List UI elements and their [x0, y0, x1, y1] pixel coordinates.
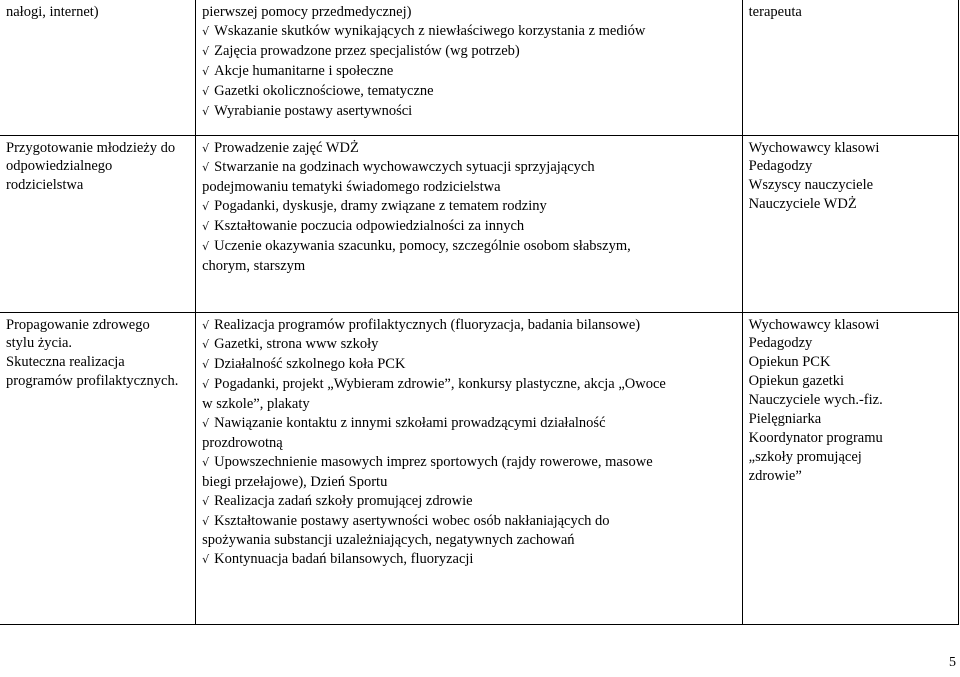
action-item: [202, 62, 736, 82]
action-item: [202, 22, 736, 42]
action-item: [202, 550, 736, 570]
goal-line: odpowiedzialnego: [6, 158, 113, 175]
action-text: Pogadanki, projekt „Wybieram zdrowie”, konkursy plastyczne, akcja „Owoce: [214, 376, 666, 393]
goal-cell: [0, 312, 196, 624]
action-item: [202, 158, 736, 178]
action-text: Działalność szkolnego koła PCK: [214, 356, 406, 373]
action-item: [202, 531, 736, 550]
table-row: [0, 135, 959, 312]
action-item: [202, 42, 736, 62]
check-mark-icon: √: [202, 24, 210, 38]
goal-line: rodzicielstwa: [6, 177, 84, 194]
action-item: [202, 512, 736, 532]
action-item: [202, 434, 736, 453]
responsible-line: Wszyscy nauczyciele: [748, 177, 874, 194]
action-item: [202, 492, 736, 512]
table-row: [0, 312, 959, 624]
goal-line: programów profilaktycznych.: [6, 373, 179, 390]
responsible-line: Koordynator programu: [748, 429, 883, 446]
responsible-line: Wychowawcy klasowi: [748, 139, 880, 156]
action-item: [202, 335, 736, 355]
action-text: Wyrabianie postawy asertywności: [214, 102, 413, 119]
check-mark-icon: √: [202, 240, 210, 254]
action-item: [202, 375, 736, 395]
page-number: 5: [949, 655, 956, 670]
check-mark-icon: √: [202, 553, 210, 567]
responsible-cell: [742, 0, 958, 135]
goal-line: stylu życia.: [6, 335, 73, 352]
action-text: Uczenie okazywania szacunku, pomocy, szczególnie osobom słabszym,: [214, 238, 631, 255]
goal-cell: [0, 0, 196, 135]
check-mark-icon: √: [202, 104, 210, 118]
action-item: [202, 453, 736, 473]
responsible-cell: [742, 135, 958, 312]
responsible-line: „szkoły promującej: [748, 448, 862, 465]
action-text: Realizacja programów profilaktycznych (fluoryzacja, badania bilansowe): [214, 316, 641, 333]
goal-line: nałogi, internet): [6, 4, 99, 20]
action-text: Gazetki okolicznościowe, tematyczne: [214, 82, 434, 99]
action-item: [202, 473, 736, 492]
table-row: [0, 0, 959, 135]
check-mark-icon: √: [202, 161, 210, 175]
action-text: Nawiązanie kontaktu z innymi szkołami prowadzącymi działalność: [214, 415, 606, 432]
check-mark-icon: √: [202, 514, 210, 528]
check-mark-icon: √: [202, 84, 210, 98]
action-text: prozdrowotną: [202, 434, 283, 451]
responsible-line: Pielęgniarka: [748, 411, 822, 428]
action-text: w szkole”, plakaty: [202, 396, 310, 413]
check-mark-icon: √: [202, 455, 210, 469]
action-text: spożywania substancji uzależniających, negatywnych zachowań: [202, 532, 575, 549]
action-text: Zajęcia prowadzone przez specjalistów (wg potrzeb): [214, 42, 520, 59]
action-text: Realizacja zadań szkoły promującej zdrowie: [214, 492, 473, 509]
action-text: Upowszechnienie masowych imprez sportowych (rajdy rowerowe, masowe: [214, 453, 653, 470]
goal-line: Skuteczna realizacja: [6, 354, 125, 371]
action-item: [202, 217, 736, 237]
action-item: [202, 139, 736, 159]
action-item: [202, 82, 736, 102]
check-mark-icon: √: [202, 64, 210, 78]
action-text: pierwszej pomocy przedmedycznej): [202, 4, 412, 20]
check-mark-icon: √: [202, 494, 210, 508]
action-text: Kształtowanie poczucia odpowiedzialności za innych: [214, 218, 525, 235]
action-text: Prowadzenie zajęć WDŻ: [214, 139, 359, 156]
responsible-line: Pedagodzy: [748, 158, 813, 175]
action-item: [202, 355, 736, 375]
responsible-line: Wychowawcy klasowi: [748, 316, 880, 333]
actions-cell: [196, 135, 743, 312]
action-item: [202, 237, 736, 257]
goal-line: Przygotowanie młodzieży do: [6, 139, 176, 156]
action-text: Wskazanie skutków wynikających z niewłaściwego korzystania z mediów: [214, 22, 646, 39]
responsible-line: Nauczyciele WDŻ: [748, 196, 857, 213]
responsible-cell: [742, 312, 958, 624]
action-text: Pogadanki, dyskusje, dramy związane z tematem rodziny: [214, 198, 547, 215]
check-mark-icon: √: [202, 417, 210, 431]
action-item: [202, 257, 736, 276]
action-text: Gazetki, strona www szkoły: [214, 336, 379, 353]
actions-cell: [196, 0, 743, 135]
check-mark-icon: √: [202, 318, 210, 332]
action-item: [202, 414, 736, 434]
responsible-line: Nauczyciele wych.-fiz.: [748, 392, 883, 409]
actions-cell: [196, 312, 743, 624]
action-item: [202, 102, 736, 122]
action-item: [202, 197, 736, 217]
check-mark-icon: √: [202, 338, 210, 352]
action-text: Akcje humanitarne i społeczne: [214, 62, 394, 79]
responsible-line: Opiekun gazetki: [748, 373, 845, 390]
check-mark-icon: √: [202, 200, 210, 214]
responsible-line: zdrowie”: [748, 467, 802, 484]
action-text: biegi przełajowe), Dzień Sportu: [202, 473, 388, 490]
action-text: Kontynuacja badań bilansowych, fluoryzacji: [214, 551, 474, 568]
check-mark-icon: √: [202, 358, 210, 372]
responsible-line: Pedagodzy: [748, 335, 813, 352]
action-item: [202, 395, 736, 414]
action-item: [202, 3, 736, 22]
check-mark-icon: √: [202, 378, 210, 392]
responsible-line: terapeuta: [748, 4, 802, 20]
responsible-line: Opiekun PCK: [748, 354, 831, 371]
action-text: Stwarzanie na godzinach wychowawczych sytuacji sprzyjających: [214, 159, 595, 176]
goal-line: Propagowanie zdrowego: [6, 316, 150, 333]
check-mark-icon: √: [202, 141, 210, 155]
action-item: [202, 178, 736, 197]
action-text: Kształtowanie postawy asertywności wobec osób nakłaniających do: [214, 512, 610, 529]
action-text: podejmowaniu tematyki świadomego rodzicielstwa: [202, 179, 501, 196]
goal-cell: [0, 135, 196, 312]
check-mark-icon: √: [202, 220, 210, 234]
check-mark-icon: √: [202, 44, 210, 58]
action-text: chorym, starszym: [202, 257, 306, 274]
action-item: [202, 316, 736, 336]
